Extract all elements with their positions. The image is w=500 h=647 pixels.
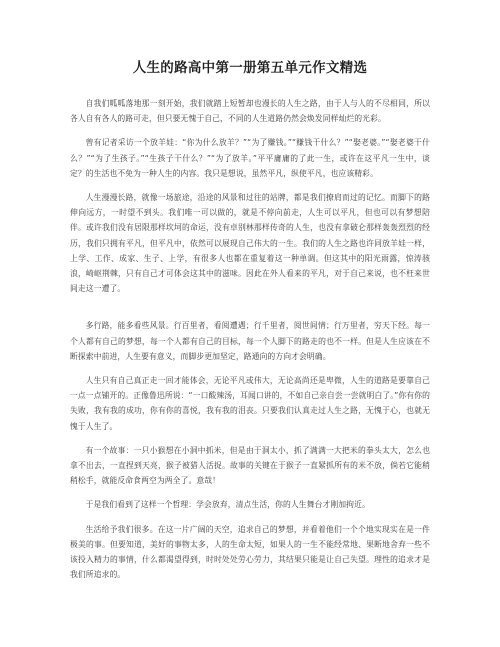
paragraph-4: 多行路，能多看些风景。行百里者，看阅遭遇；行千里者，阅世间情；行万里者，穷天下经。每一个人都有自己的梦想，每一个人都有自己的目标，每一个人脚下的路走的也不一样。但是人生应该在不断探索中前进，人生要有意义，而脚步更加坚定，路通向的方向才会明确。: [70, 321, 430, 361]
paragraph-gap: [70, 181, 430, 190]
paragraph-5: 人生只有自己真正走一回才能体会，无论平凡或伟大，无论高尚还是卑微，人生的道路是要靠自己一点一点铺开的。正像鲁迅所说：“一口酸辣汤，耳闻口讲的，不如自己亲自尝一尝就明白了。”你有你的失败，我有我的成功，你有你的喜悦，我有我的泪丧。只要我们认真走过人生之路，无愧于心，也就无愧于人生了。: [70, 376, 430, 431]
paragraph-3: 人生漫漫长路，就像一场旅途，沿途的风景和过往的站牌，都是我们撩肩而过的记忆。而脚下的路伸向远方，一时望不到头。我们唯一可以做的，就是不停向前走，人生可以平凡，但也可以有梦想陪伴。或许我们没有居限那样坎坷的命运，没有卓别林那样传奇的人生，也没有拿破仑那样轰轰烈烈的经历，我们只拥有平凡，但平凡中，依然可以展现自己伟大的一生。我们的人生之路也许同放羊娃一样，上学、工作、成家、生子、上学，有很多人也都在重复着这一种单调。但这其中的阳光雨露，惊涛骇浪，崎岖荆棘，只有自己才可体会这其中的滋味。因此在外人看来的平凡，对于自己来说，也不枉来世间走这一遭了。: [70, 193, 430, 294]
paragraph-7: 于是我们看到了这样一个哲理：学会放弃，清点生活，你的人生舞台才刚加拘近。: [85, 500, 370, 510]
document-title: 人生的路高中第一册第五单元作文精选: [132, 60, 368, 76]
paragraph-gap: [70, 126, 430, 135]
paragraph-gap: [70, 488, 430, 497]
paragraph-gap: [70, 513, 430, 522]
paragraph-2: 曾有记者采访一个放羊娃：“你为什么放羊？”“为了赚钱。”“赚钱干什么？”“娶老婆。”“娶老婆干什么？”“为了生孩子。”“生孩子干什么？”“为了放羊。”平平庸庸的了此一生，或许在这平凡一生中，谈定？的生活也不免为一种人生的内容。我只是想说，虽然平凡，纵使平凡，也应该精彩。: [70, 138, 430, 178]
paragraph-6: 有一个故事：一只小猴想在小洞中抓米，但是由于洞太小，抓了满满一大把米的拳头太大，怎么也拿不出去，一直捏到天亮，猴子被猎人活捉。故事的关键在于猴子一直紧抓所有的米不放，倘若它能稍稍松手，就能反命食两空为两全了。意哉！: [70, 445, 430, 486]
paragraph-8: 生活给予我们很多。在这一片广阔的天空，追求自己的梦想，并看着他们一个个地实现实在是一件极美的事。但要知道，美好的事物太多，人的生命太短，如果人的一生不能经常地、果断地舍弃一些不该投入精力的事情，什么都渴望得到，时时处处劳心劳力，其结果只能是让自己失望。理性的追求才是我们所追求的。: [70, 524, 430, 580]
paragraph-gap: [70, 434, 430, 443]
paragraph-1: 自我们呱呱落地那一刻开始，我们就踏上短暂却也漫长的人生之路，由于人与人的不尽相同，所以各人自有各人的路可走，但只要无愧于自己，不同的人生道路仍然会焕发同样灿烂的光彩。: [70, 99, 430, 124]
paragraph-gap: [70, 364, 430, 373]
paragraph-gap: [70, 296, 430, 318]
